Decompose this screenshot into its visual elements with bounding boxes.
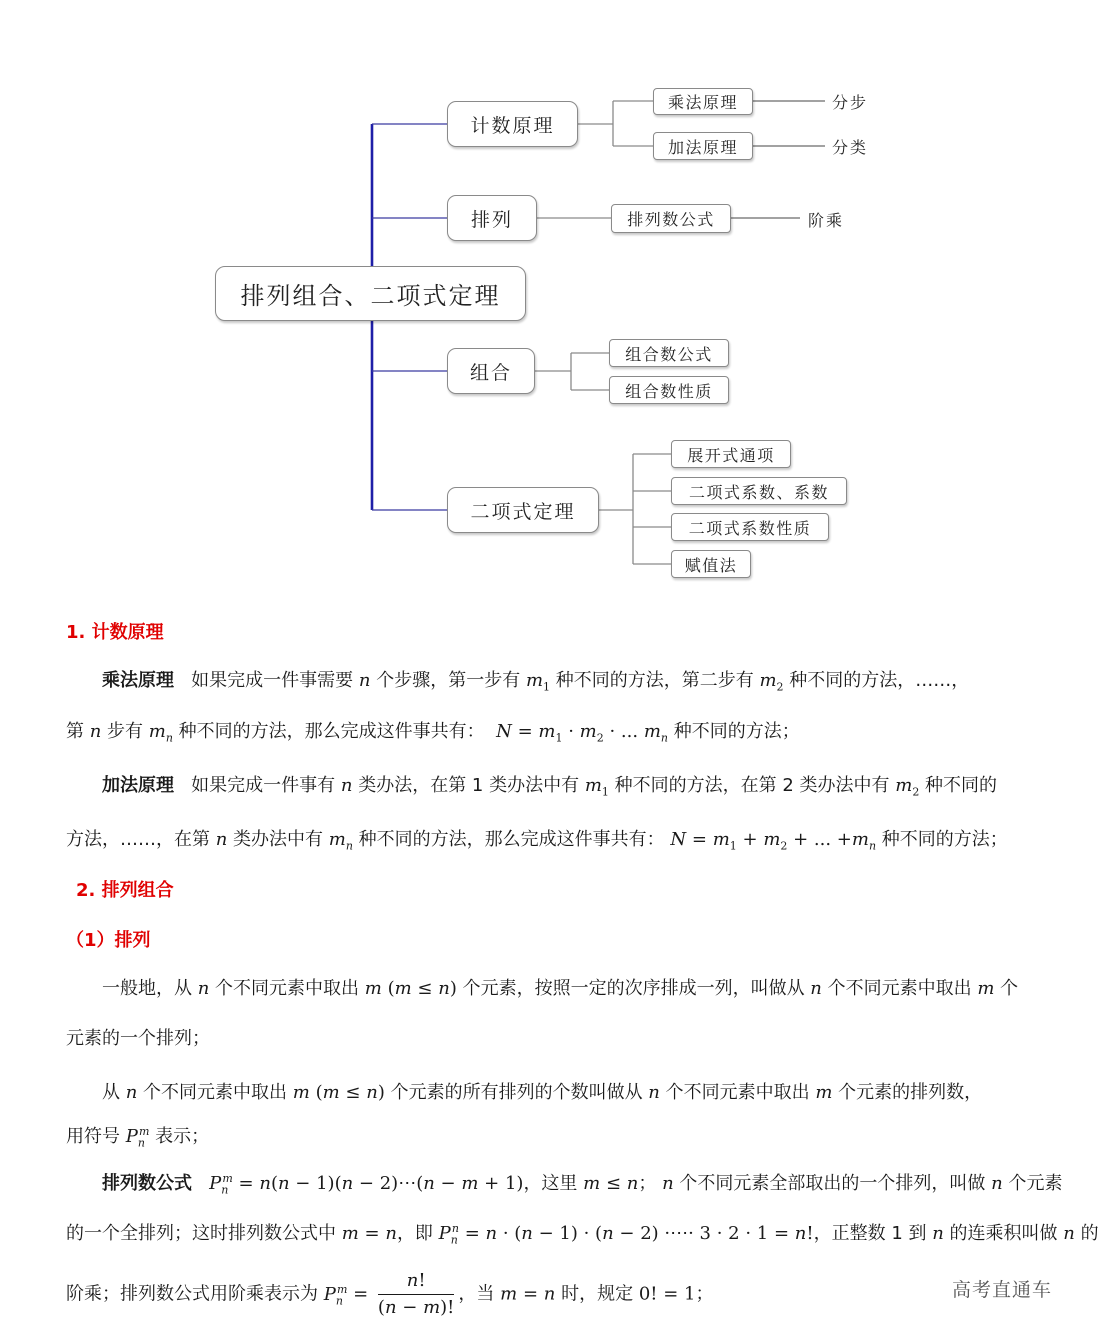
add-principle-term: 加法原理 [102, 775, 174, 796]
perm-formula-line3: 阶乘；排列数公式用阶乘表示为 $P_n^m$ = $\frac{n!}{(n - m)!}$ ，当 m = n 时，规定 0! = 1； [66, 1270, 714, 1318]
node-label: 排列 [470, 208, 513, 231]
branch1-leaf-lines [753, 101, 825, 146]
leaf-step: 分步 [832, 93, 869, 112]
node-assignment-method [671, 550, 751, 578]
node-multiplication-principle [653, 88, 753, 115]
add-principle-line2: 方法，……，在第 n 类办法中有 $m_n$ 种不同的方法，那么完成这件事共有： $N = m_1 + m_2$ + ... $+m_n$ 种不同的方法； [66, 829, 1008, 853]
node-combination-properties [609, 376, 729, 404]
node-addition-principle [653, 132, 753, 160]
node-combination-formula [609, 339, 729, 367]
node-label: 二项式系数性质 [688, 518, 812, 538]
node-binomial-theorem [447, 487, 599, 533]
node-label: 加法原理 [667, 137, 738, 157]
node-general-term [671, 440, 791, 468]
node-label: 计数原理 [470, 114, 555, 137]
node-label: 乘法原理 [667, 93, 738, 112]
mult-principle-term: 乘法原理 [102, 670, 174, 691]
mult-principle-line2: 第 n 步有 $m_n$ 种不同的方法，那么完成这件事共有： $N = m_1 \cdot m_2$ · ... $m_n$ 种不同的方法； [66, 721, 800, 745]
node-label: 二项式系数、系数 [688, 482, 829, 502]
perm-def-line2: 元素的一个排列； [66, 1028, 210, 1049]
node-label: 组合数公式 [625, 344, 713, 364]
node-label: 组合 [469, 361, 512, 384]
factorial-fraction: $\frac{n!}{(n - m)!}$ [377, 1270, 455, 1318]
node-binomial-coefficients [671, 477, 847, 505]
add-principle-line1: 加法原理 如果完成一件事有 n 类办法，在第 1 类办法中有 $m_1$ 种不同的方法，在第 2 类办法中有 $m_2$ 种不同的 [102, 775, 998, 799]
watermark: 高考直通车 [951, 1279, 1052, 1301]
node-permutation-formula [611, 204, 731, 233]
leaf-factorial: 阶乘 [808, 211, 845, 230]
perm-count-line1: 从 n 个不同元素中取出 m (m ≤ n) 个元素的所有排列的个数叫做从 n 个不同元素中取出 m 个元素的排列数， [102, 1082, 983, 1103]
perm-def-line1: 一般地，从 n 个不同元素中取出 m (m ≤ n) 个元素，按照一定的次序排成一列，叫做从 n 个不同元素中取出 m 个 [102, 978, 1019, 999]
node-coefficient-properties [671, 513, 829, 541]
node-combination [447, 348, 535, 394]
perm-count-line2: 用符号 $P_n^m$ 表示； [66, 1125, 210, 1150]
perm-formula-line2: 的一个全排列；这时排列数公式中 m = n，即 $P_n^n = n \cdot (n - 1) \cdot (n - 2)$ ·⋯· 3 · 2 · 1 = n!，正整数 1 到 n 的连乘积叫做 n 的 [66, 1222, 1099, 1247]
perm-formula-term: 排列数公式 [102, 1173, 192, 1194]
section-heading-permcomb: 2. 排列组合 [76, 880, 174, 901]
node-label: 排列数公式 [627, 210, 715, 229]
branch4-connectors [599, 454, 671, 564]
subsection-heading-permutation: （1）排列 [66, 930, 151, 951]
node-label: 赋值法 [684, 555, 738, 575]
branch3-connectors [535, 353, 609, 390]
section-heading-counting: 1. 计数原理 [66, 622, 164, 643]
leaf-category: 分类 [832, 138, 869, 157]
perm-formula-line1: 排列数公式 $P_n^m = n(n - 1)(n$ − 2)⋯(n − m + 1)，这里 m ≤ n； n 个不同元素全部取出的一个排列，叫做 n 个元素 [102, 1172, 1063, 1197]
node-label: 二项式定理 [470, 500, 576, 523]
root-node [215, 266, 526, 321]
node-label: 组合数性质 [625, 381, 713, 401]
mult-principle-line1: 乘法原理 如果完成一件事需要 n 个步骤，第一步有 $m_1$ 种不同的方法，第二步有 $m_2$ 种不同的方法，……， [102, 670, 970, 694]
root-label: 排列组合、二项式定理 [240, 282, 501, 310]
node-label: 展开式通项 [687, 445, 775, 465]
branch1-connectors [578, 101, 653, 146]
node-permutation [447, 195, 537, 241]
node-counting-principle [447, 101, 578, 147]
